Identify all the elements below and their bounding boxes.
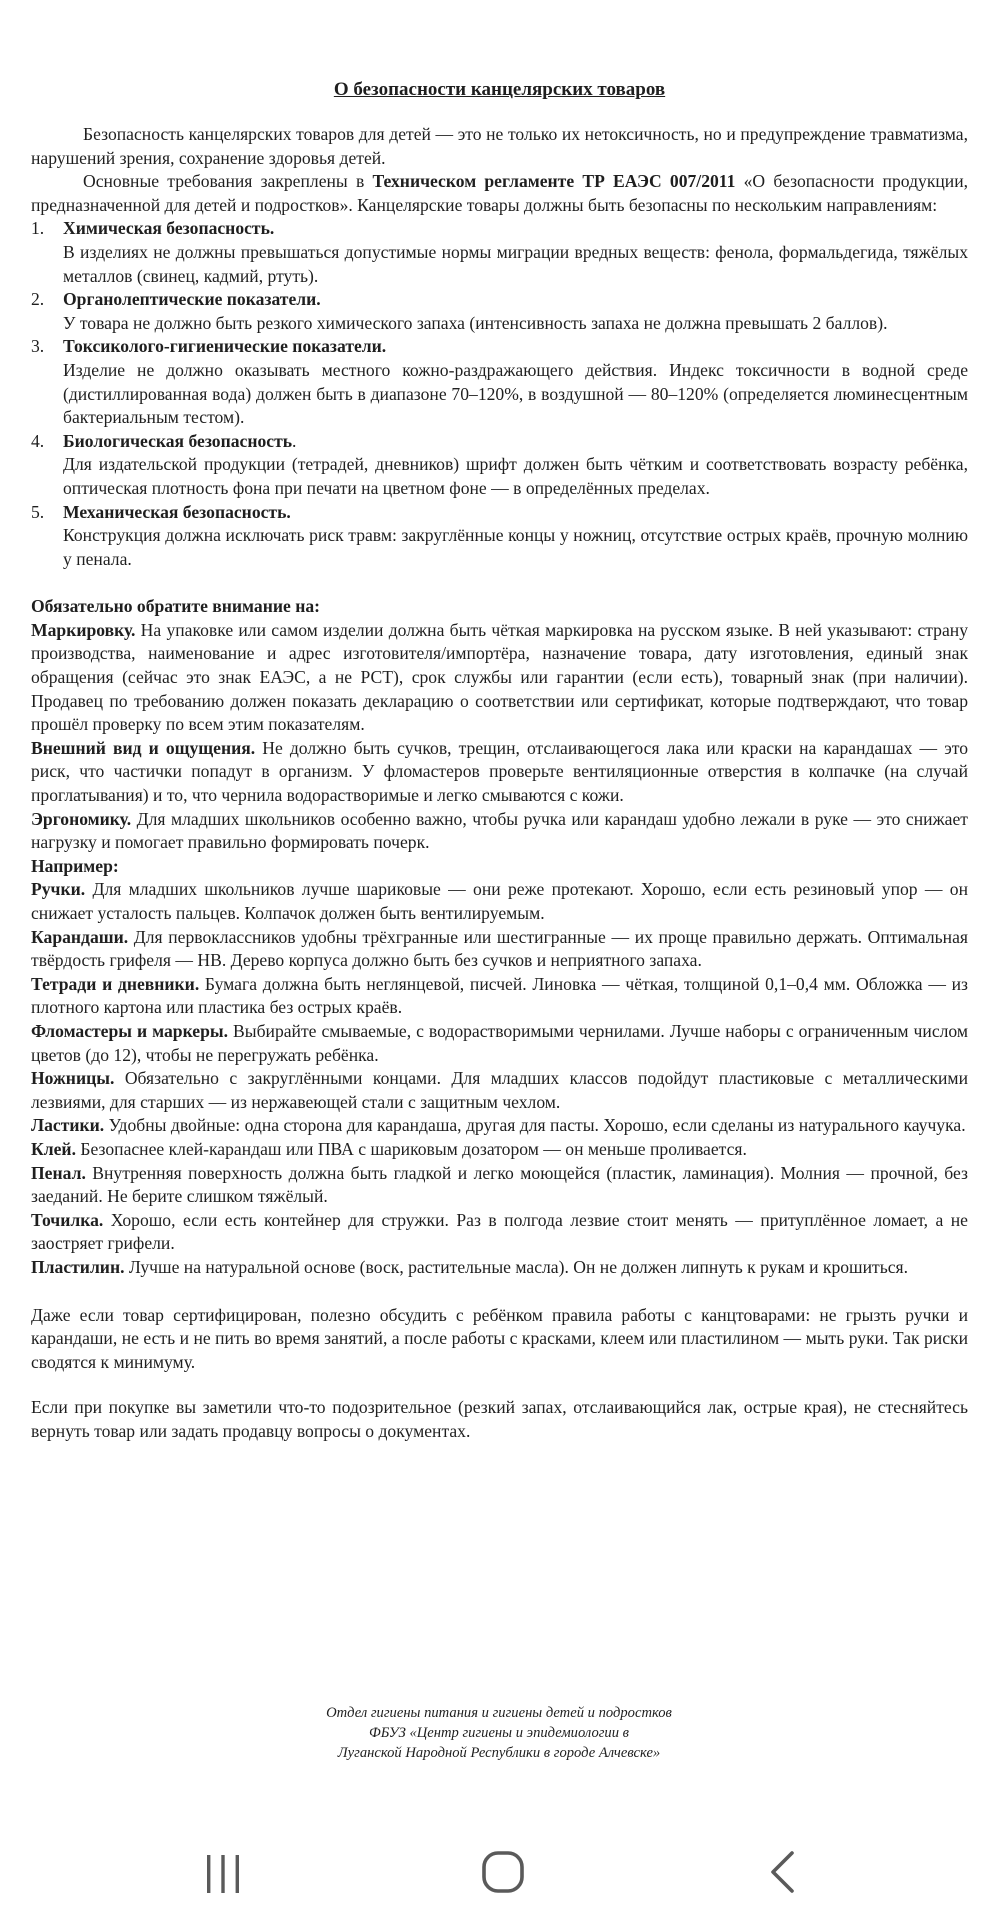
- requirement-heading: Органолептические показатели.: [63, 289, 321, 310]
- closing-paragraph: Даже если товар сертифицирован, полезно обсудить с ребёнком правила работы с канцтоварами: не грызть ручки и карандаши, не есть и не пить во время занятий, а после работы с красками, клеем или пластилином — мыть руки. Так риски сводятся к минимуму.: [31, 1304, 968, 1372]
- attention-text: На упаковке или самом изделии должна быть чёткая маркировка на русском языке. В ней указывают: страну производства, наименование и адрес изготовителя/импортёра, назначение товара, дату изготовления, единый знак обращения (сейчас это знак ЕАЭС, а не РСТ), срок службы или гарантии (если есть), товарный знак (при наличии). Продавец по требованию должен показать декларацию о соответствии или сертификат, которые подтверждают, что товар прошёл проверку по всем этим показателям.: [31, 619, 968, 735]
- example-term: Пластилин.: [31, 1256, 125, 1277]
- attention-item: [31, 808, 968, 855]
- example-item: [31, 1020, 968, 1067]
- attention-heading-text: Обязательно обратите внимание на:: [31, 596, 320, 617]
- example-text: Обязательно с закруглёнными концами. Для младших классов подойдут пластиковые с металлическими лезвиями, для старших — из нержавеющей стали с защитным чехлом.: [31, 1068, 968, 1112]
- attention-item: [31, 737, 968, 808]
- regulation-paragraph: [31, 170, 968, 217]
- recents-button[interactable]: [183, 1836, 263, 1904]
- example-text: Внутренняя поверхность должна быть гладкой и легко моющейся (пластик, ламинация). Молния — прочной, без заеданий. Не берите слишком тяжёлый.: [31, 1162, 968, 1207]
- example-text: Бумага должна быть неглянцевой, писчей. Линовка — чёткая, толщиной 0,1–0,4 мм. Обложка — из плотного картона или пластика без острых краёв.: [31, 973, 968, 1018]
- requirement-text: Изделие не должно оказывать местного кожно-раздражающего действия. Индекс токсичности в водной среде (дистиллированная вода) должен быть в диапазоне 70–120%, в воздушной — 80–120% (определяется люминесцентным бактериальным тестом).: [63, 359, 968, 428]
- example-text: Для первоклассников удобны трёхгранные или шестигранные — их проще правильно держать. Оптимальная твёрдость грифеля — HB. Дерево корпуса должно быть без сучков и неприятного запаха.: [31, 926, 968, 971]
- requirement-heading: Токсиколого-гигиенические показатели.: [63, 336, 387, 357]
- requirement-item: [31, 501, 968, 572]
- example-term: Точилка.: [31, 1209, 104, 1230]
- example-term: Карандаши.: [31, 926, 129, 947]
- example-text: Хорошо, если есть контейнер для стружки. Раз в полгода лезвие стоит менять — притуплённое ломает, а не заостряет грифели.: [31, 1209, 968, 1254]
- intro-paragraph: Безопасность канцелярских товаров для детей — это не только их нетоксичность, но и предупреждение травматизма, нарушений зрения, сохранение здоровья детей.: [31, 124, 968, 168]
- example-item: [31, 1114, 968, 1138]
- example-term: Фломастеры и маркеры.: [31, 1020, 229, 1041]
- example-item: [31, 1138, 968, 1162]
- requirement-number: 1.: [31, 218, 45, 239]
- example-heading: [31, 855, 968, 879]
- requirement-heading: Химическая безопасность.: [63, 218, 275, 239]
- attention-heading: [31, 595, 968, 619]
- document-page: [31, 78, 968, 1443]
- signature-line: Луганской Народной Республики в городе Алчевске»: [337, 1745, 661, 1761]
- requirements-list: [31, 217, 968, 571]
- regulation-name: Техническом регламенте ТР ЕАЭС 007/2011: [372, 171, 736, 192]
- signature-line: Отдел гигиены питания и гигиены детей и подростков: [326, 1705, 672, 1721]
- example-term: Ручки.: [31, 879, 86, 900]
- example-item: [31, 1209, 968, 1256]
- back-icon: [742, 1836, 822, 1904]
- example-term: Клей.: [31, 1138, 76, 1159]
- requirement-number: 2.: [31, 289, 45, 310]
- recents-icon: [183, 1836, 263, 1904]
- document-title: О безопасности канцелярских товаров: [333, 79, 666, 100]
- requirement-text: Для издательской продукции (тетрадей, дневников) шрифт должен быть чётким и соответствовать возрасту ребёнка, оптическая плотность фона при печати на цветном фоне — в определённых пределах.: [63, 454, 968, 498]
- spacer: [31, 571, 968, 595]
- example-heading-text: Например:: [31, 855, 119, 876]
- regulation-tail: «О безопасности продукции, предназначенной для детей и подростков». Канцелярские товары должны быть безопасны по нескольким направлениям:: [31, 171, 969, 215]
- example-term: Тетради и дневники.: [31, 973, 200, 994]
- closing-paragraph: Если при покупке вы заметили что-то подозрительное (резкий запах, отслаивающийся лак, острые края), не стесняйтесь вернуть товар или задать продавцу вопросы о документах.: [31, 1397, 968, 1441]
- requirement-number: 5.: [31, 501, 45, 522]
- requirement-text: У товара не должно быть резкого химического запаха (интенсивность запаха не должна превышать 2 баллов).: [63, 312, 888, 333]
- requirement-item: [31, 217, 968, 288]
- attention-text: Для младших школьников особенно важно, чтобы ручка или карандаш удобно лежали в руке — это снижает нагрузку и помогает правильно формировать почерк.: [31, 808, 968, 853]
- example-item: [31, 878, 968, 925]
- example-item: [31, 1067, 968, 1114]
- requirement-number: 4.: [31, 430, 45, 451]
- requirement-heading: Биологическая безопасность: [63, 430, 293, 451]
- example-text: Удобны двойные: одна сторона для карандаша, другая для пасты. Хорошо, если сделаны из натурального каучука.: [104, 1115, 966, 1136]
- regulation-lead: Основные требования закреплены в: [83, 171, 373, 192]
- requirement-heading: Механическая безопасность.: [63, 501, 291, 522]
- attention-term: Эргономику.: [31, 808, 132, 829]
- home-button[interactable]: [463, 1836, 543, 1904]
- spacer: [31, 1374, 968, 1396]
- home-icon: [463, 1836, 543, 1904]
- example-term: Ножницы.: [31, 1068, 115, 1089]
- example-text: Лучше на натуральной основе (воск, растительные масла). Он не должен липнуть к рукам и крошиться.: [124, 1256, 909, 1277]
- requirement-text: Конструкция должна исключать риск травм: закруглённые концы у ножниц, отсутствие острых краёв, прочную молнию у пенала.: [63, 525, 968, 569]
- requirement-item: [31, 430, 968, 501]
- attention-item: [31, 619, 968, 737]
- attention-term: Маркировку.: [31, 619, 136, 640]
- requirement-item: [31, 335, 968, 429]
- requirement-heading-tail: .: [292, 430, 297, 451]
- example-item: [31, 1162, 968, 1209]
- example-item: [31, 926, 968, 973]
- requirement-number: 3.: [31, 336, 45, 357]
- signature-line: ФБУЗ «Центр гигиены и эпидемиологии в: [368, 1725, 630, 1741]
- signature-block: [0, 1703, 998, 1763]
- attention-text: Не должно быть сучков, трещин, отслаивающегося лака или краски на карандашах — это риск, что частички попадут в организм. У фломастеров проверьте вентиляционные отверстия в колпачке (на случай проглатывания) и то, что чернила водорастворимые и легко смываются с кожи.: [31, 737, 968, 806]
- example-item: [31, 1256, 968, 1280]
- example-item: [31, 973, 968, 1020]
- example-text: Для младших школьников лучше шариковые — они реже протекают. Хорошо, если есть резиновый упор — он снижает усталость пальцев. Колпачок должен быть вентилируемым.: [31, 879, 968, 923]
- requirement-item: [31, 288, 968, 335]
- example-term: Ластики.: [31, 1115, 105, 1136]
- attention-term: Внешний вид и ощущения.: [31, 737, 256, 758]
- requirement-text: В изделиях не должны превышаться допустимые нормы миграции вредных веществ: фенола, формальдегида, тяжёлых металлов (свинец, кадмий, ртуть).: [63, 241, 968, 286]
- example-text: Безопаснее клей-карандаш или ПВА с шариковым дозатором — он меньше проливается.: [75, 1138, 747, 1159]
- example-term: Пенал.: [31, 1162, 86, 1183]
- navigation-bar: [0, 1820, 998, 1920]
- spacer: [31, 1280, 968, 1304]
- example-text: Выбирайте смываемые, с водорастворимыми чернилами. Лучше наборы с ограниченным числом цветов (до 12), чтобы не перегружать ребёнка.: [31, 1020, 968, 1065]
- back-button[interactable]: [742, 1836, 822, 1904]
